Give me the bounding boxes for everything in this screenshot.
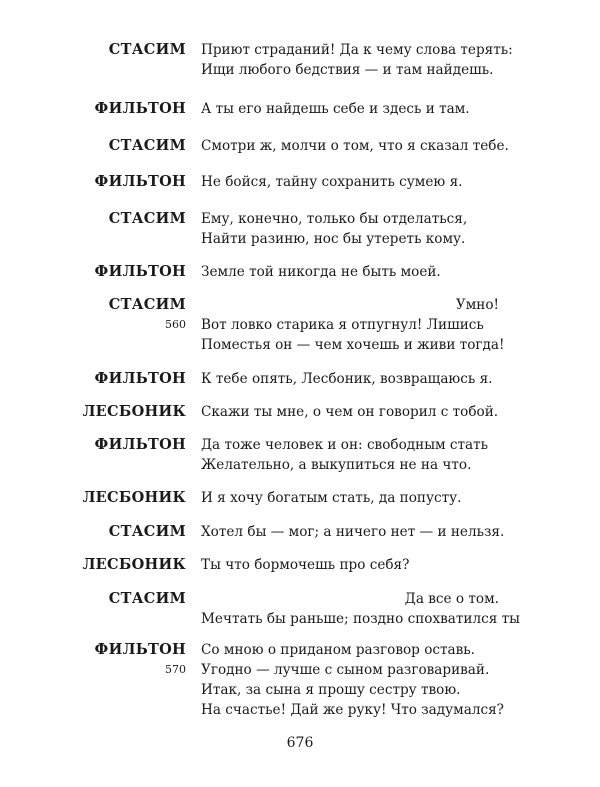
speaker-name: СТАСИМ xyxy=(108,41,186,58)
verse-line: Хотел бы — мог; а ничего нет — и нельзя. xyxy=(201,524,505,540)
verse-line: Угодно — лучше с сыном разговаривай. xyxy=(201,662,490,678)
speaker-name: ФИЛЬТОН xyxy=(94,263,186,280)
verse-line: И я хочу богатым стать, да попусту. xyxy=(201,490,462,506)
speaker-name: ФИЛЬТОН xyxy=(94,173,186,190)
verse-line: Итак, за сына я прошу сестру твою. xyxy=(201,682,461,698)
verse-line: Со мною о приданом разговор оставь. xyxy=(201,642,476,658)
verse-line: Найти разиню, нос бы утереть кому. xyxy=(201,231,466,247)
speaker-name: ФИЛЬТОН xyxy=(94,641,186,658)
verse-line: Ищи любого бедствия — и там найдешь. xyxy=(201,62,494,78)
speaker-name: ЛЕСБОНИК xyxy=(82,489,186,506)
verse-line: Скажи ты мне, о чем он говорил с тобой. xyxy=(201,404,499,420)
speaker-name: ФИЛЬТОН xyxy=(94,436,186,453)
verse-line: Вот ловко старика я отпугнул! Лишись xyxy=(201,317,484,333)
speaker-name: СТАСИМ xyxy=(108,590,186,607)
speaker-name: СТАСИМ xyxy=(108,210,186,227)
verse-line: Ему, конечно, только бы отделаться, xyxy=(201,211,468,227)
speaker-name: СТАСИМ xyxy=(108,523,186,540)
verse-line: К тебе опять, Лесбоник, возвращаюсь я. xyxy=(201,371,493,387)
line-number: 570 xyxy=(165,663,186,676)
speaker-name: ЛЕСБОНИК xyxy=(82,556,186,573)
page-number: 676 xyxy=(286,735,314,751)
speaker-name: ФИЛЬТОН xyxy=(94,370,186,387)
verse-line-continuation: Да все о том. xyxy=(404,591,499,607)
verse-line: На счастье! Дай же руку! Что задумался? xyxy=(201,702,504,718)
verse-line: Желательно, а выкупиться не на что. xyxy=(201,457,472,473)
verse-line: Смотри ж, молчи о том, что я сказал тебе. xyxy=(201,138,509,154)
verse-line: Не бойся, тайну сохранить сумею я. xyxy=(201,174,463,190)
verse-line: Мечтать бы раньше; поздно спохватился ты xyxy=(201,611,520,627)
speaker-name: ЛЕСБОНИК xyxy=(82,403,186,420)
speaker-name: СТАСИМ xyxy=(108,296,186,313)
speaker-name: ФИЛЬТОН xyxy=(94,100,186,117)
verse-line: Ты что бормочешь про себя? xyxy=(201,557,410,573)
verse-line: Земле той никогда не быть моей. xyxy=(201,264,441,280)
line-number: 560 xyxy=(165,318,186,331)
verse-line: Приют страданий! Да к чему слова терять: xyxy=(201,42,513,58)
speaker-name: СТАСИМ xyxy=(108,137,186,154)
verse-line: А ты его найдешь себе и здесь и там. xyxy=(201,101,470,117)
verse-line: Да тоже человек и он: свободным стать xyxy=(201,437,489,453)
verse-line: Поместья он — чем хочешь и живи тогда! xyxy=(201,337,505,353)
verse-line-continuation: Умно! xyxy=(455,297,499,313)
